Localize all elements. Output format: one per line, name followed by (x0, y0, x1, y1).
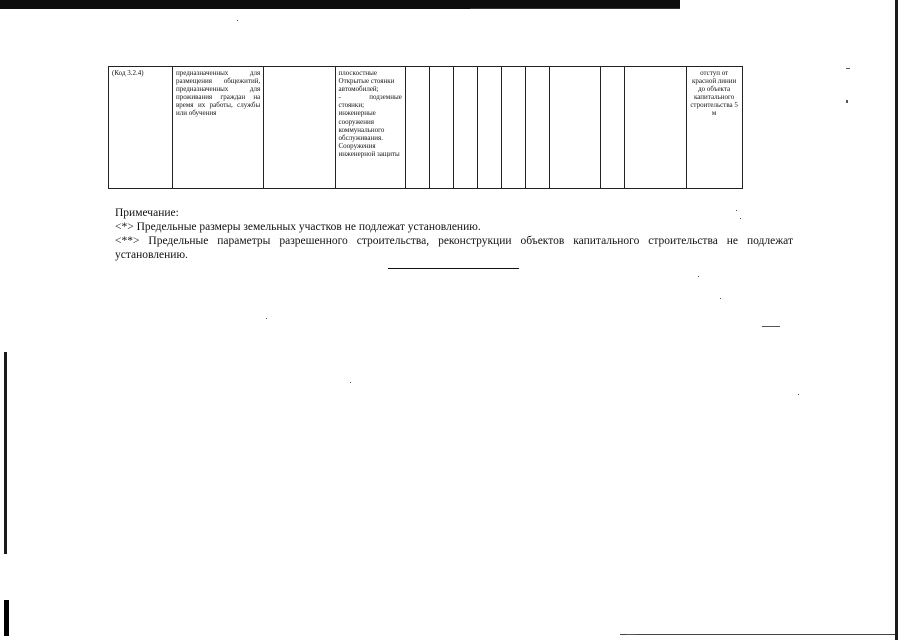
scan-artifact-top-line (470, 8, 680, 9)
cell-param (624, 67, 686, 189)
table-row (109, 67, 743, 189)
cell-aux-uses (335, 67, 405, 189)
scan-speck (798, 394, 799, 395)
regulation-table-fragment (108, 66, 742, 189)
aux-use-line: - подземные стоянки; (338, 93, 402, 110)
cell-param (502, 67, 526, 189)
cell-empty (264, 67, 335, 189)
aux-use-line: Сооружения инженерной защиты (338, 141, 400, 158)
note-item: <*> Предельные размеры земельных участков не подлежат установлению. (115, 221, 481, 233)
cell-param (550, 67, 600, 189)
cell-param (600, 67, 624, 189)
scan-artifact-bottom-line (620, 634, 895, 635)
scan-artifact-left-mark (4, 352, 7, 554)
cell-code: (Код 3.2.4) (109, 67, 173, 189)
notes-block (115, 206, 793, 262)
cell-param (429, 67, 453, 189)
cell-param (526, 67, 550, 189)
scan-speck (846, 68, 850, 69)
scan-speck (698, 276, 699, 277)
cell-param (454, 67, 478, 189)
notes-heading: Примечание: (115, 207, 179, 219)
aux-use-line: плоскостные (338, 69, 377, 77)
note-item: <**> Предельные параметры разрешенного строительства, реконструкции объектов капитального строительства не подлежат установлению. (115, 235, 793, 261)
scan-artifact-right-edge (895, 0, 898, 640)
scan-speck (846, 100, 848, 103)
scan-speck (626, 634, 636, 635)
cell-param (478, 67, 502, 189)
cell-purpose: предназначенных для размещения общежитий, предназначенных для проживания граждан на время их работы, службы или обучения (172, 67, 263, 189)
aux-use-line: инженерные сооружения коммунального обслуживания. (338, 109, 385, 142)
scan-speck (350, 382, 351, 383)
scan-speck (762, 326, 780, 327)
scan-speck (720, 298, 721, 299)
cell-param (405, 67, 429, 189)
scan-artifact-left-mark-bottom (4, 600, 9, 636)
scan-speck (266, 318, 267, 319)
aux-use-line: Открытые стоянки автомобилей; (338, 77, 395, 94)
cell-setback: отступ от красной линии до объекта капитального строительства 5 м (686, 67, 742, 189)
scan-speck (237, 20, 238, 21)
separator-line (388, 268, 519, 269)
